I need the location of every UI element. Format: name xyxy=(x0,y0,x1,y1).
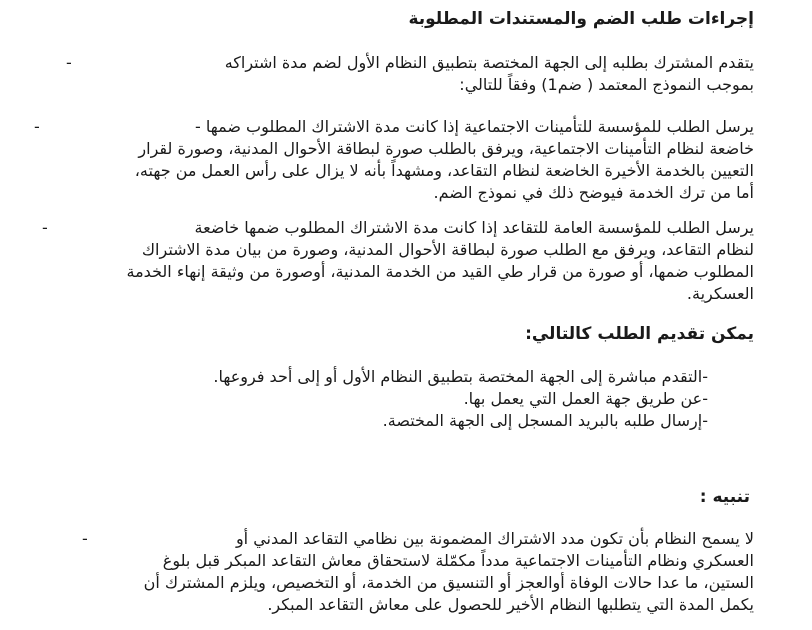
paragraph-line: العسكرية. xyxy=(686,284,754,303)
section-heading: يمكن تقديم الطلب كالتالي: xyxy=(525,324,754,344)
paragraph-line: يتقدم المشترك بطلبه إلى الجهة المختصة بتطبيق النظام الأول لضم مدة اشتراكه xyxy=(224,53,754,72)
page-title: إجراءات طلب الضم والمستندات المطلوبة xyxy=(408,9,754,29)
paragraph-line: الستين، ما عدا حالات الوفاة أوالعجز أو التنسيق من الخدمة، أو التخصيص، ويلزم المشترك أن xyxy=(143,573,754,592)
bullet-dash: - xyxy=(34,117,40,136)
paragraph-line: يكمل المدة التي يتطلبها النظام الأخير للحصول على معاش التقاعد المبكر. xyxy=(267,595,754,614)
list-item: -عن طريق جهة العمل التي يعمل بها. xyxy=(463,389,708,408)
paragraph-line: يرسل الطلب للمؤسسة للتأمينات الاجتماعية إذا كانت مدة الاشتراك المطلوب ضمها - xyxy=(194,117,754,136)
paragraph-line: لنظام التقاعد، ويرفق مع الطلب صورة لبطاقة الأحوال المدنية، وصورة من بيان مدة الاشتراك xyxy=(141,240,754,259)
paragraph-line: المطلوب ضمها، أو صورة من قرار طي القيد من الخدمة المدنية، أوصورة من وثيقة إنهاء الخدمة xyxy=(126,262,754,281)
bullet-dash: - xyxy=(66,53,72,72)
list-item: -التقدم مباشرة إلى الجهة المختصة بتطبيق النظام الأول أو إلى أحد فروعها. xyxy=(213,367,708,386)
notice-heading: تنبيه : xyxy=(699,487,750,507)
paragraph-line: العسكري ونظام التأمينات الاجتماعية مدداً مكمّلة لاستحقاق معاش التقاعد المبكر قبل بلوغ xyxy=(162,551,754,570)
paragraph-line: يرسل الطلب للمؤسسة العامة للتقاعد إذا كانت مدة الاشتراك المطلوب ضمها خاضعة xyxy=(194,218,754,237)
paragraph-line: بموجب النموذج المعتمد ( ضم1) وفقاً للتالي: xyxy=(459,75,754,94)
bullet-dash: - xyxy=(82,529,88,548)
paragraph-line: التعيين بالخدمة الأخيرة الخاضعة لنظام التقاعد، ومشهداً بأنه لا يزال على رأس العمل من جهته، xyxy=(134,161,754,180)
paragraph-line: لا يسمح النظام بأن تكون مدد الاشتراك المضمونة بين نظامي التقاعد المدني أو xyxy=(235,529,754,548)
list-item: -إرسال طلبه بالبريد المسجل إلى الجهة المختصة. xyxy=(382,411,708,430)
paragraph-line: أما من ترك الخدمة فيوضح ذلك في نموذج الضم. xyxy=(433,183,754,202)
paragraph-line: خاضعة لنظام التأمينات الاجتماعية، ويرفق بالطلب صورة لبطاقة الأحوال المدنية، وصورة لقرار xyxy=(138,139,754,158)
bullet-dash: - xyxy=(42,218,48,237)
